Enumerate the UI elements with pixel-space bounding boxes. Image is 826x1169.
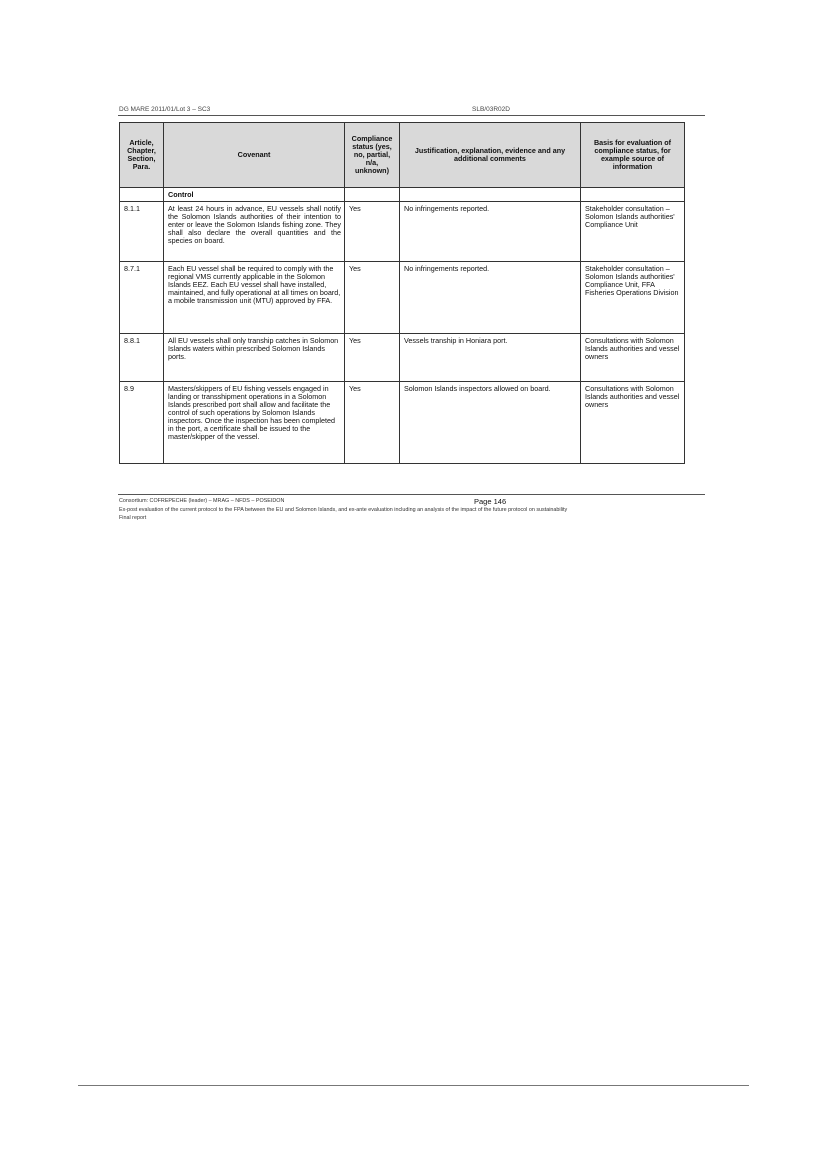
consortium-line: Consortium: COFREPECHE (leader) – MRAG – NFDS – POSEIDON: [119, 498, 285, 504]
basis-cell: Stakeholder consultation – Solomon Islands authorities' Compliance Unit: [581, 202, 685, 262]
covenant-cell: At least 24 hours in advance, EU vessels shall notify the Solomon Islands authorities of their intention to enter or leave the Solomon Islands fishing zone. They shall also declare the overall quantities and the species on board.: [164, 202, 345, 262]
article-cell: 8.8.1: [120, 334, 164, 382]
table-header-row: [120, 123, 685, 188]
section-row: [120, 188, 685, 202]
table-row: [120, 334, 685, 382]
table-row: [120, 382, 685, 464]
table-row: [120, 262, 685, 334]
status-cell: Yes: [345, 334, 400, 382]
status-cell: Yes: [345, 202, 400, 262]
column-header-status: Compliance status (yes, no, partial, n/a, unknown): [345, 123, 400, 188]
column-header-article: Article, Chapter, Section, Para.: [120, 123, 164, 188]
article-cell: 8.1.1: [120, 202, 164, 262]
section-label: Control: [164, 188, 345, 202]
header-divider: [118, 115, 705, 116]
document-code: SLB/03R02D: [472, 106, 510, 113]
status-cell: Yes: [345, 382, 400, 464]
basis-cell: Consultations with Solomon Islands authorities and vessel owners: [581, 334, 685, 382]
justification-cell: Solomon Islands inspectors allowed on board.: [400, 382, 581, 464]
covenant-cell: All EU vessels shall only tranship catches in Solomon Islands waters within prescribed Solomon Islands ports.: [164, 334, 345, 382]
justification-cell: No infringements reported.: [400, 202, 581, 262]
table-row: [120, 202, 685, 262]
basis-cell: Stakeholder consultation – Solomon Islands authorities' Compliance Unit, FFA Fisheries Operations Division: [581, 262, 685, 334]
contract-reference: DG MARE 2011/01/Lot 3 – SC3: [119, 106, 211, 113]
report-type: Final report: [119, 515, 147, 521]
status-cell: Yes: [345, 262, 400, 334]
column-header-basis: Basis for evaluation of compliance status, for example source of information: [581, 123, 685, 188]
page-bottom-rule: [78, 1085, 749, 1086]
column-header-covenant: Covenant: [164, 123, 345, 188]
article-cell: 8.7.1: [120, 262, 164, 334]
page-number: Page 146: [474, 497, 507, 506]
covenant-cell: Masters/skippers of EU fishing vessels engaged in landing or transshipment operations in a Solomon Islands prescribed port shall allow and facilitate the control of such operations by Solomon Islands inspectors. Once the inspection has been completed in the port, a certificate shall be issued to the master/skipper of the vessel.: [164, 382, 345, 464]
report-description: Ex-post evaluation of the current protocol to the FPA between the EU and Solomon Islands, and ex-ante evaluation including an analysis of the impact of the future protocol on sustainability: [119, 507, 568, 513]
covenant-cell: Each EU vessel shall be required to comply with the regional VMS currently applicable in the Solomon Islands EEZ. Each EU vessel shall have installed, maintained, and fully operational at all times on board, a mobile transmission unit (MTU) approved by FFA.: [164, 262, 345, 334]
article-cell: 8.9: [120, 382, 164, 464]
justification-cell: No infringements reported.: [400, 262, 581, 334]
footer-divider: [118, 494, 705, 495]
basis-cell: Consultations with Solomon Islands authorities and vessel owners: [581, 382, 685, 464]
compliance-table: [119, 122, 685, 464]
justification-cell: Vessels tranship in Honiara port.: [400, 334, 581, 382]
column-header-justification: Justification, explanation, evidence and any additional comments: [400, 123, 581, 188]
